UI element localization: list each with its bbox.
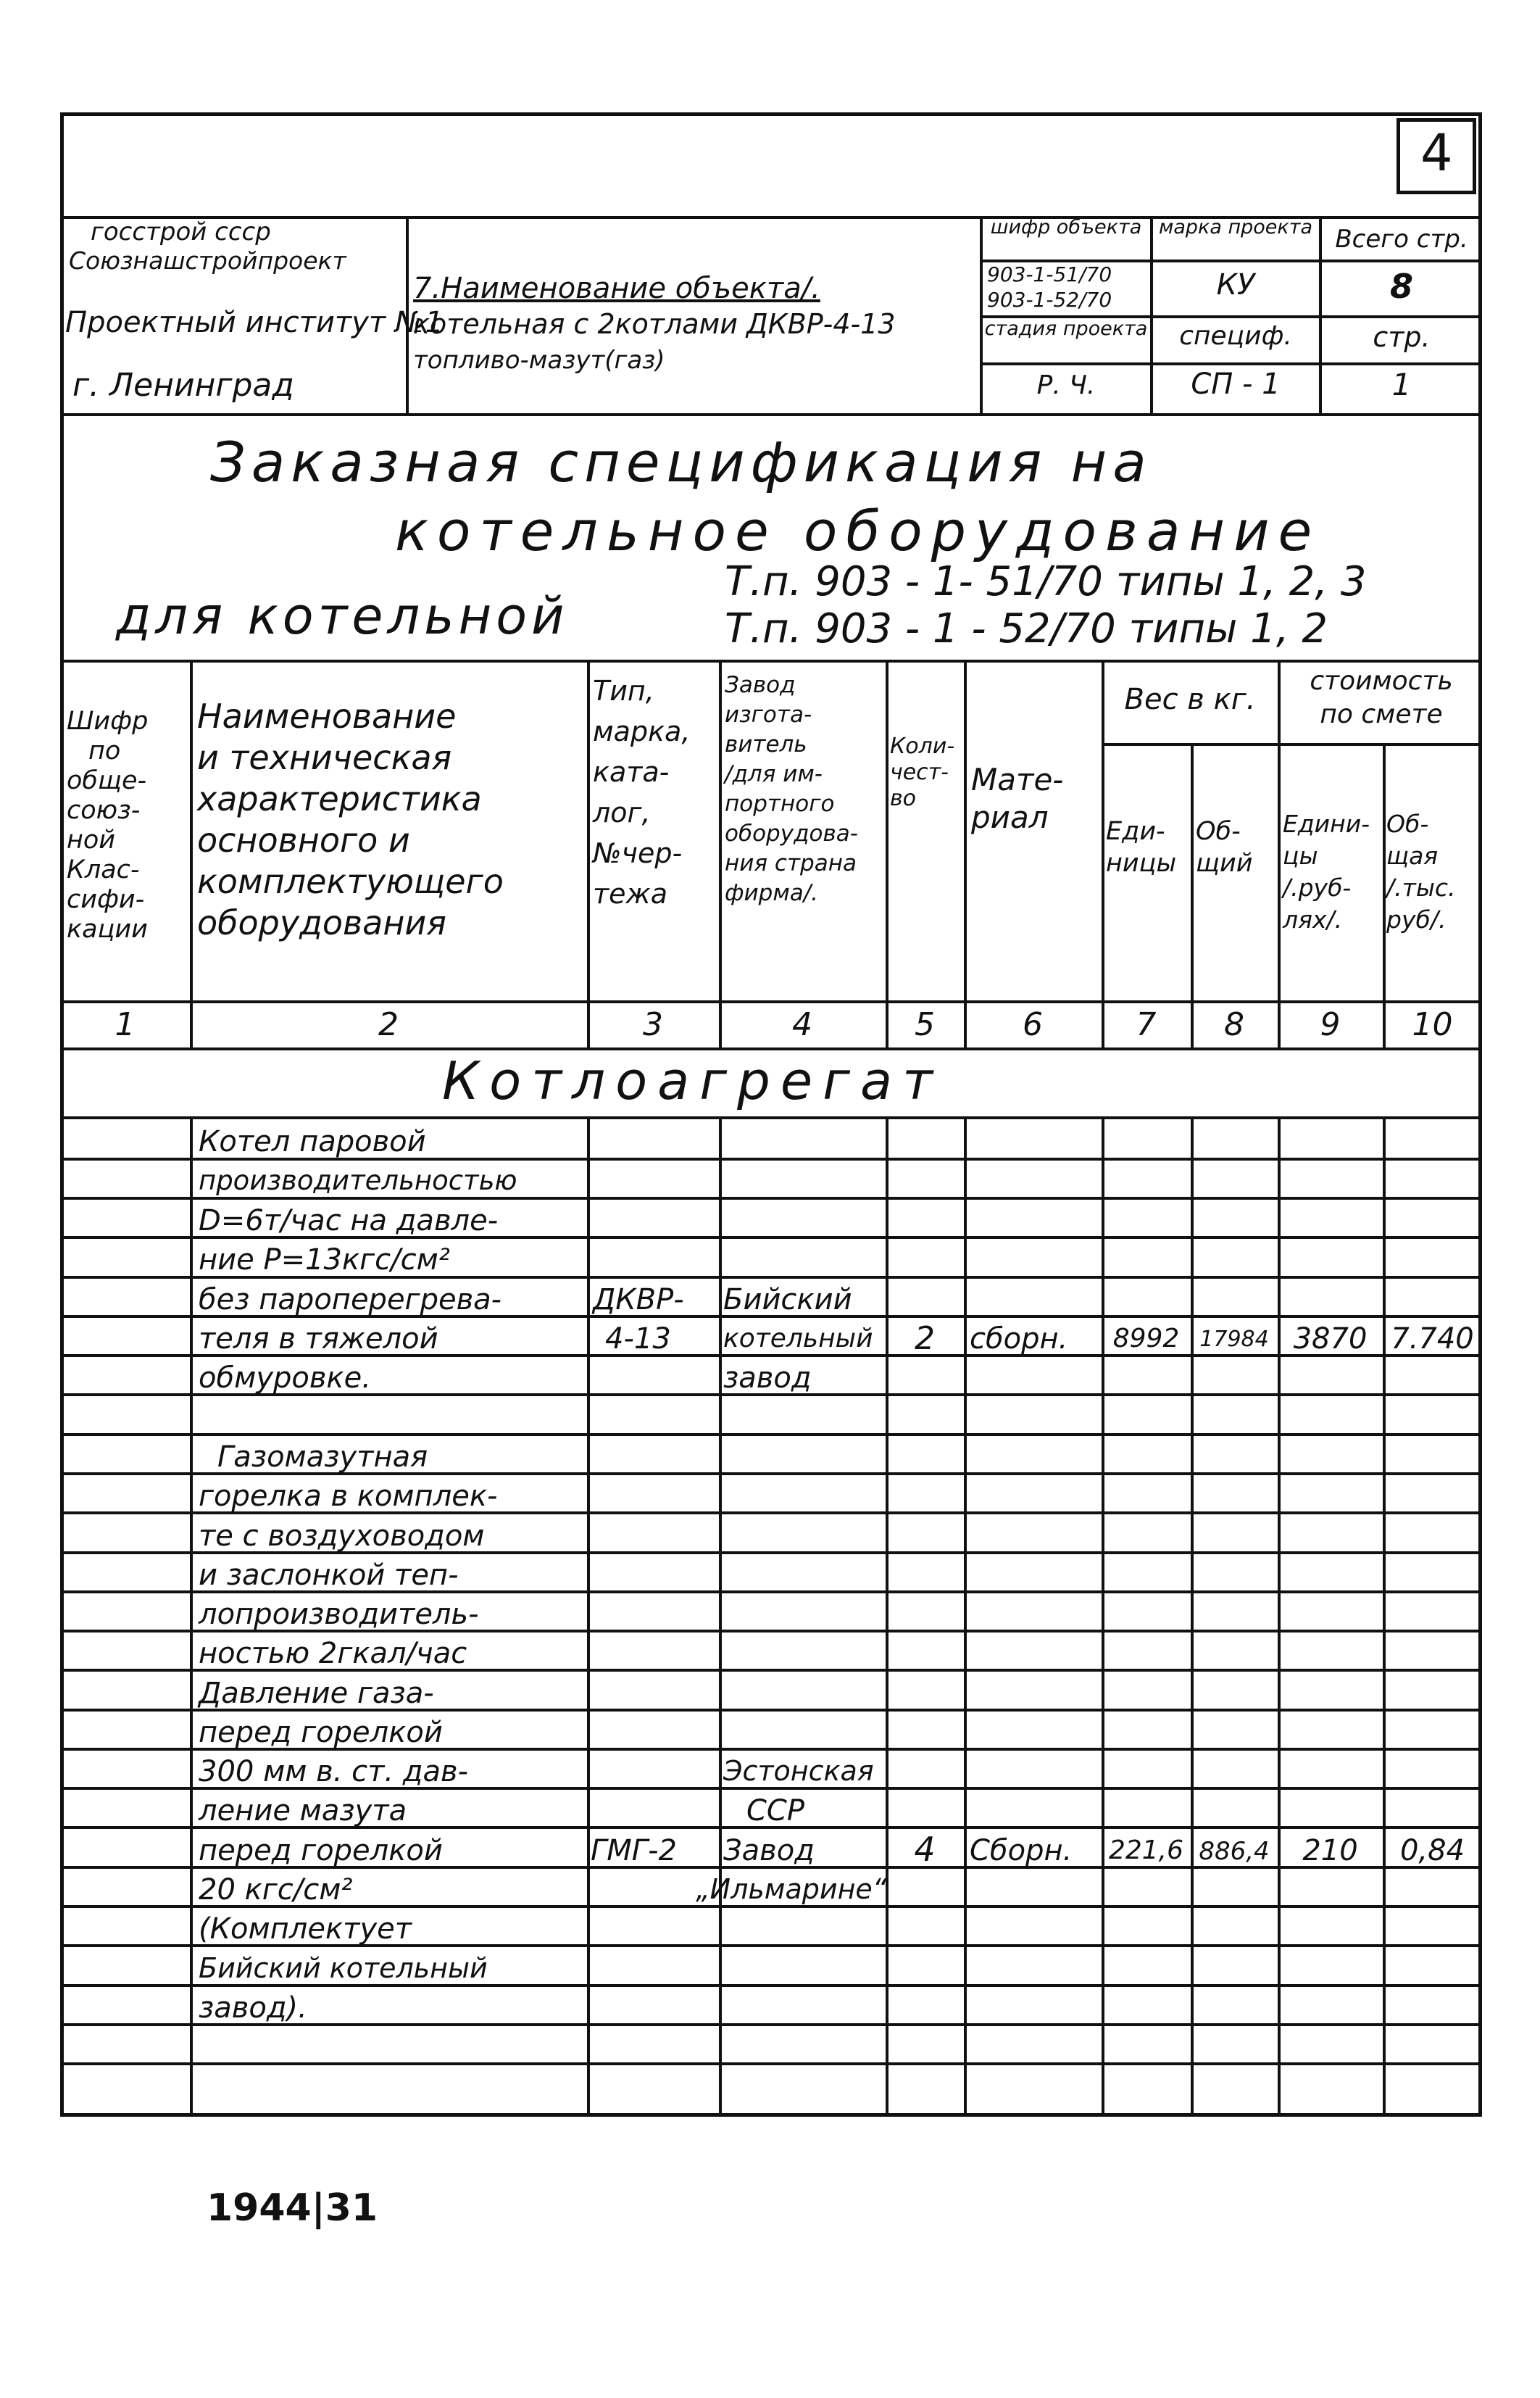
header-bottom-line — [60, 1000, 1482, 1003]
col-header-1-line: кации — [67, 915, 148, 944]
item1-type-line: 4-13 — [605, 1322, 671, 1356]
col-header-8-line: щий — [1196, 849, 1253, 878]
col-header-4-line: фирма/. — [725, 880, 819, 906]
col-number-6: 6 — [1023, 1006, 1043, 1043]
stamp-total-pages-value: 8 — [1389, 267, 1413, 306]
item2-cost-total: 0,84 — [1399, 1834, 1465, 1867]
stamp-row-line-3 — [980, 362, 1482, 365]
col-header-9-line: Едини- — [1283, 810, 1370, 838]
item1-desc-line: D=6т/час на давле- — [199, 1204, 499, 1237]
item1-type-line: ДКВР- — [593, 1283, 684, 1316]
col-number-4: 4 — [792, 1006, 812, 1043]
col-header-8 — [1196, 816, 1275, 879]
col-header-4-line: портного — [725, 791, 835, 817]
item1-maker-line: Бийский — [723, 1283, 852, 1316]
col-line-1-body — [190, 1116, 193, 2117]
item2-qty: 4 — [914, 1830, 936, 1869]
col-header-4-line: ния страна — [725, 850, 857, 876]
page-number: 4 — [1420, 123, 1453, 183]
col-number-9: 9 — [1320, 1006, 1341, 1043]
col-header-2-line: и техническая — [197, 738, 452, 777]
cost-group-header — [1283, 665, 1480, 731]
stamp-mark-label: марка проекта — [1159, 216, 1312, 238]
col-header-9 — [1283, 808, 1381, 936]
item2-desc-line: Бийский котельный — [199, 1952, 488, 1984]
item1-cost-unit: 3870 — [1293, 1322, 1368, 1356]
item1-desc-line: обмуровке. — [199, 1361, 371, 1395]
col-header-9-line: /.руб- — [1283, 874, 1352, 902]
item1-desc-line: ние Р=13кгс/см² — [199, 1243, 450, 1277]
col-header-2-line: Наименование — [197, 697, 457, 736]
col-header-1-line: обще- — [67, 766, 147, 795]
col-number-5: 5 — [915, 1006, 935, 1043]
col-header-2-line: основного и — [197, 821, 410, 860]
item2-material: Сборн. — [970, 1834, 1073, 1867]
col-line-7-body — [1191, 1116, 1194, 2117]
col-header-10 — [1386, 808, 1481, 936]
title-line-3-right-1: Т.п. 903 - 1- 51/70 типы 1, 2, 3 — [725, 558, 1367, 605]
col-line-2-body — [587, 1116, 590, 2117]
col-header-2-line: комплектующего — [197, 862, 504, 901]
item2-desc-line: ностью 2гкал/час — [199, 1637, 467, 1670]
item2-desc-line: 20 кгс/см² — [199, 1873, 353, 1907]
col-header-1-line: Клас- — [67, 855, 140, 884]
row-line — [60, 1433, 1482, 1436]
item2-desc-line: ление мазута — [199, 1794, 407, 1827]
stamp-spec-label: специф. — [1179, 321, 1292, 351]
item1-cost-total: 7.740 — [1391, 1322, 1474, 1356]
col-line-6-header — [1102, 660, 1104, 1047]
col-header-10-line: /.тыс. — [1386, 874, 1456, 902]
col-header-6-line: риал — [971, 800, 1049, 835]
item2-desc-line: (Комплектует — [199, 1912, 412, 1946]
section-bottom-line — [60, 1116, 1482, 1119]
col-number-10: 10 — [1412, 1006, 1453, 1043]
item2-desc-line: перед горелкой — [199, 1716, 443, 1749]
item1-desc-line: производительностью — [199, 1165, 517, 1196]
section-title: Котлоагрегат — [442, 1050, 944, 1111]
col-header-5-line: во — [890, 786, 917, 811]
col-line-1-header — [190, 660, 193, 1047]
stamp-org-3: Проектный институт №1 — [65, 306, 444, 339]
item2-desc-line: 300 мм в. ст. дав- — [199, 1755, 469, 1788]
col-header-2 — [197, 696, 581, 944]
stamp-page-label: стр. — [1373, 321, 1431, 353]
col-header-3-line: ката- — [593, 756, 670, 788]
stamp-mark-value: КУ — [1216, 268, 1255, 302]
cost-group-line: по смете — [1320, 700, 1443, 729]
table-top-line — [60, 660, 1482, 663]
item2-maker-line: „Ильмарине“ — [696, 1873, 887, 1905]
col-header-2-line: характеристика — [197, 779, 482, 818]
col-number-7: 7 — [1136, 1006, 1157, 1043]
stamp-object-line-3: топливо-мазут(газ) — [413, 346, 665, 375]
item2-desc-line: лопроизводитель- — [199, 1598, 479, 1631]
item2-desc-line: те с воздуховодом — [199, 1519, 485, 1553]
col-header-5-line: Коли- — [890, 734, 955, 759]
col-header-1-line: по — [88, 737, 121, 766]
stamp-object-line-1: 7.Наименование объекта/. — [413, 272, 820, 305]
stamp-stage-value: Р. Ч. — [1036, 370, 1096, 400]
title-line-2: котельное оборудование — [395, 499, 1321, 563]
col-header-1-line: Шифр — [67, 707, 149, 736]
stamp-divider-4 — [1319, 216, 1322, 413]
stamp-object-line-2: котельная с 2котлами ДКВР-4-13 — [413, 308, 896, 340]
weight-group-header: Вес в кг. — [1124, 683, 1256, 716]
stamp-spec-value: СП - 1 — [1191, 368, 1281, 401]
col-header-1-line: ной — [67, 826, 116, 855]
stamp-org-2: Союзнашстройпроект — [69, 246, 346, 275]
item2-desc-line: перед горелкой — [199, 1834, 443, 1867]
item1-weight-unit: 8992 — [1112, 1324, 1180, 1353]
stamp-city: г. Ленинград — [72, 367, 294, 404]
col-header-1-line: сифи- — [67, 885, 145, 914]
col-header-3-line: №чер- — [593, 837, 683, 869]
col-header-7-line: Еди- — [1106, 817, 1165, 846]
stamp-org-1: госстрой ссср — [91, 217, 271, 246]
title-line-1: Заказная спецификация на — [210, 430, 1152, 494]
stamp-cipher-value-1: 903-1-51/70 — [987, 262, 1112, 286]
stamp-divider-3 — [1150, 216, 1153, 413]
col-line-2-header — [587, 660, 590, 1047]
row-line — [60, 2062, 1482, 2065]
col-header-1 — [67, 707, 186, 945]
item2-weight-unit: 221,6 — [1108, 1835, 1184, 1865]
item1-maker-line: котельный — [723, 1324, 873, 1353]
col-line-4-body — [886, 1116, 888, 2117]
item2-cost-unit: 210 — [1302, 1834, 1358, 1867]
stamp-bottom-line — [60, 413, 1482, 416]
item1-weight-total: 17984 — [1199, 1327, 1269, 1352]
col-header-8-line: Об- — [1196, 817, 1241, 846]
col-header-4-line: изгота- — [725, 702, 812, 728]
title-line-3-left: для котельной — [116, 586, 569, 646]
col-header-10-line: щая — [1386, 842, 1439, 870]
col-header-4-line: оборудова- — [725, 821, 858, 847]
col-header-3-line: марка, — [593, 715, 691, 747]
item2-maker-line: Завод — [723, 1834, 815, 1867]
col-header-1-line: союз- — [67, 796, 141, 825]
item2-weight-total: 886,4 — [1199, 1837, 1270, 1866]
item2-desc-line: Газомазутная — [217, 1440, 428, 1474]
col-header-6-line: Мате- — [971, 762, 1064, 797]
col-line-4-header — [886, 660, 888, 1047]
item2-desc-line: Давление газа- — [199, 1677, 434, 1710]
col-number-3: 3 — [643, 1006, 663, 1043]
col-header-9-line: лях/. — [1283, 905, 1343, 934]
col-number-2: 2 — [378, 1006, 399, 1043]
col-header-10-line: Об- — [1386, 810, 1429, 838]
col-line-8-header — [1278, 660, 1281, 1047]
col-number-1: 1 — [115, 1006, 136, 1043]
col-header-7 — [1106, 816, 1189, 879]
footer-code: 1944|31 — [207, 2186, 378, 2230]
col-header-4-line: Завод — [725, 672, 796, 698]
item2-maker-line: Эстонская — [723, 1755, 874, 1787]
stamp-divider-2 — [980, 216, 983, 413]
item2-desc-line: горелка в комплек- — [199, 1480, 498, 1513]
item2-maker-line: ССР — [746, 1794, 804, 1827]
title-line-3-right-2: Т.п. 903 - 1 - 52/70 типы 1, 2 — [725, 605, 1328, 652]
col-header-9-line: цы — [1283, 842, 1318, 870]
stamp-cipher-value-2: 903-1-52/70 — [987, 288, 1112, 312]
col-line-5-body — [964, 1116, 967, 2117]
col-header-3-line: Тип, — [593, 675, 654, 707]
col-line-7-header — [1191, 743, 1194, 1047]
item1-desc-line: теля в тяжелой — [199, 1322, 438, 1356]
col-header-5 — [890, 734, 962, 812]
col-header-4-line: витель — [725, 731, 807, 758]
row-line — [60, 1197, 1482, 1200]
stamp-total-pages-label: Всего стр. — [1335, 225, 1468, 254]
col-header-5-line: чест- — [890, 760, 949, 785]
stamp-cipher-label: шифр объекта — [990, 216, 1142, 238]
col-line-8-body — [1278, 1116, 1281, 2117]
col-header-4-line: /для им- — [725, 761, 823, 787]
col-header-3 — [593, 671, 716, 914]
item1-desc-line: Котел паровой — [199, 1125, 426, 1158]
stamp-page-value: 1 — [1391, 367, 1412, 402]
col-header-10-line: руб/. — [1386, 905, 1447, 934]
col-line-5-header — [964, 660, 967, 1047]
group-header-line — [1102, 743, 1482, 746]
col-line-3-header — [719, 660, 722, 1047]
item2-desc-line: и заслонкой теп- — [199, 1559, 459, 1592]
col-header-6 — [971, 761, 1098, 837]
stamp-stage-label: стадия проекта — [984, 318, 1148, 340]
item1-material: сборн. — [970, 1322, 1068, 1356]
cost-group-line: стоимость — [1310, 666, 1453, 696]
col-line-9-header — [1383, 743, 1386, 1047]
col-header-3-line: тежа — [593, 878, 668, 910]
row-line — [60, 1984, 1482, 1987]
col-header-4 — [725, 671, 884, 908]
col-header-7-line: ницы — [1106, 849, 1177, 878]
item2-type: ГМГ-2 — [591, 1834, 677, 1867]
col-line-6-body — [1102, 1116, 1104, 2117]
col-header-2-line: оборудования — [197, 903, 446, 942]
col-header-3-line: лог, — [593, 797, 651, 829]
col-line-3-body — [719, 1116, 722, 2117]
item1-qty: 2 — [915, 1320, 935, 1357]
col-line-9-body — [1383, 1116, 1386, 2117]
item2-desc-line: завод). — [199, 1991, 307, 2025]
item1-desc-line: без пароперегрева- — [199, 1283, 502, 1316]
item1-maker-line: завод — [723, 1361, 812, 1395]
col-number-8: 8 — [1224, 1006, 1244, 1043]
